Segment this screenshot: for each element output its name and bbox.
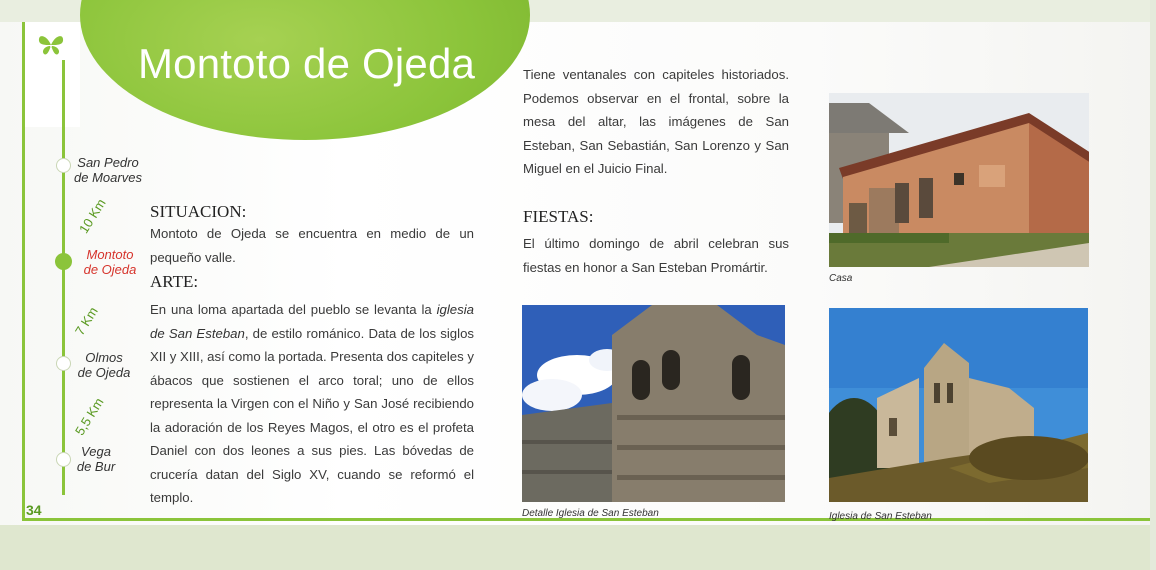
situacion-heading: SITUACION:: [150, 202, 247, 221]
route-stop-san-pedro: [72, 155, 144, 185]
photo-casa: [829, 93, 1089, 267]
fiestas-text: El último domingo de abril celebran sus fiestas en honor a San Esteban Promártir.: [523, 236, 789, 275]
house-illustration: [829, 93, 1089, 267]
church-detail-illustration: [522, 305, 785, 502]
church-illustration: [829, 308, 1088, 502]
route-distance-3: 5,5 Km: [72, 395, 107, 438]
left-border-line: [22, 22, 25, 518]
route-distance-1: 10 Km: [76, 196, 109, 236]
route-dot-olmos: [56, 356, 71, 371]
route-stop-line2: de Moarves: [74, 170, 142, 185]
arte-text-part: En una loma apartada del pueblo se levanta la: [150, 302, 437, 317]
route-stop-line1: Olmos: [85, 350, 123, 365]
caption-detalle: Detalle Iglesia de San Esteban: [522, 508, 659, 519]
route-stop-montoto: [78, 247, 142, 277]
caption-casa: Casa: [829, 273, 853, 284]
bottom-margin-band: [0, 525, 1156, 570]
route-dot-san-pedro: [56, 158, 71, 173]
page-number: 34: [26, 502, 42, 518]
route-stop-line2: de Ojeda: [83, 262, 137, 277]
fiestas-heading: FIESTAS:: [523, 207, 594, 226]
route-line: [62, 60, 65, 495]
arte-heading: ARTE:: [150, 272, 199, 291]
route-stop-vega: [72, 444, 120, 474]
route-dot-vega: [56, 452, 71, 467]
route-stop-line1: Vega: [81, 444, 111, 459]
route-distance-2: 7 Km: [72, 304, 101, 338]
route-stop-line1: Montoto: [86, 247, 134, 262]
route-stop-olmos: [72, 350, 136, 380]
continuation-text: Tiene ventanales con capiteles historiados. Podemos observar en el frontal, sobre la mesa del altar, las imágenes de San Esteban, San Sebastián, San Lorenzo y San Miguel en el Juicio Final.: [523, 67, 789, 176]
caption-iglesia: Iglesia de San Esteban: [829, 511, 932, 522]
situacion-text: Montoto de Ojeda se encuentra en medio de un pequeño valle.: [150, 226, 474, 265]
photo-detalle-iglesia: [522, 305, 785, 502]
route-stop-line2: de Bur: [76, 459, 116, 474]
route-stop-line1: San Pedro: [77, 155, 139, 170]
right-margin-band: [1150, 0, 1156, 570]
iglesia-highlight: iglesia de San Esteban: [150, 302, 474, 341]
page-title: Montoto de Ojeda: [138, 40, 476, 87]
photo-iglesia: [829, 308, 1088, 502]
arte-text: [150, 298, 474, 510]
butterfly-icon: [37, 33, 65, 57]
route-stop-line2: de Ojeda: [77, 365, 131, 380]
arte-text-part: , de estilo románico. Data de los siglos XII y XIII, así como la portada. Presenta dos capiteles y ábacos que sostienen el arco toral; uno de ellos representa la Virgen con el Niño y San José recibiendo la adoración de los Reyes Magos, el otro es el profeta Daniel con dos leones a sus pies. Las bóvedas de crucería datan del Siglo XV, cuando se reformó el templo.: [150, 325, 474, 505]
route-dot-montoto: [55, 253, 72, 270]
